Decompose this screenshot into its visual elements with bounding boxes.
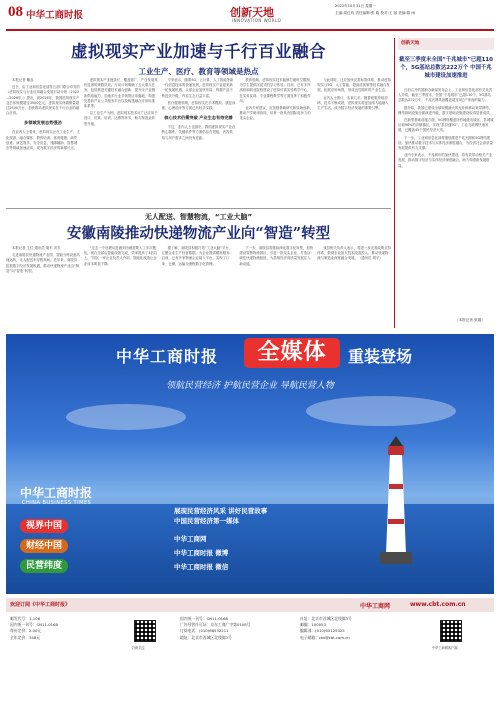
anhui-kicker: 无人配送、智慧物流，“工业大脑”: [144, 213, 253, 221]
anhui-column-3: [162, 246, 236, 322]
column-name: 创新天地: [230, 6, 274, 19]
footer-line: 订阅电话：(010)66532211: [180, 628, 229, 634]
right-column-headline: 截至三季度末全国“千兆城市”已超110个，5G基站总数达222万个 中国千兆城市建设加速推进: [399, 57, 493, 79]
paper-name: 中华工商时报: [26, 10, 84, 21]
anhui-paragraph: 该县相关负责人表示，将进一步完善政策支持体系，鼓励企业加大技术改造投入，推动快递物流与制造业深度融合发展。（通讯员 胡平）: [317, 246, 391, 261]
editor-info: 主编:周红玫 责任编辑:张 璇 校对:王 丽 美编:陈 雨: [335, 11, 415, 15]
page-number: 08: [8, 4, 23, 20]
footer-line: 国内统一刊号：CN11-0168: [180, 616, 228, 621]
footer-line: 编辑部：(010)65125425: [300, 628, 345, 634]
ad-channel-name: 中华工商时报 微信: [174, 563, 229, 571]
ad-channel-pill: 财经中国: [20, 539, 68, 553]
lead-paragraph: 教育领域，虚拟现实技术能够打破时空限制，为学生提供沉浸式的学习体验。目前，已有多所高校和职业院校建设了虚拟仿真实验教学中心，在实验实训、专业课程教学等方面发挥了积极作用。: [239, 78, 314, 103]
lead-column-3: [162, 78, 236, 206]
anhui-headline: 安徽南陵推动快递物流产业向“智造”转型: [66, 225, 331, 242]
anhui-paragraph: “过去一个包裹从进港到出港需要人工多次搬运，现在全部由智能设备完成，效率提高了3倍以上。”园区一家企业负责人介绍，智能化改造让企业成本明显下降。: [83, 246, 158, 266]
lead-paragraph: 与此同时，还应加快完善标准体系，推动虚拟现实与5G、人工智能、超高清视频等技术融合发展，拓展应用场景，形成良性循环的产业生态。: [317, 78, 391, 93]
lead-column-5: [317, 78, 391, 206]
anhui-paragraph: 下一步，南陵县将继续深化数字化转型，加快建设智慧物流园区，引进一批龙头企业，打造区域性快递物流枢纽，为县域经济高质量发展注入新动能。: [239, 246, 314, 266]
article-divider: [6, 208, 391, 209]
lead-article-body: [6, 78, 391, 206]
lighthouse-icon: [376, 424, 416, 564]
qr-code-icon: [440, 620, 462, 642]
footer-subscribe-label: 欢迎订阅《中华工商时报》: [10, 602, 71, 608]
anhui-column-2: [84, 246, 158, 322]
lead-column-4: [239, 78, 313, 206]
ad-tagline: 展现民营经济风采 讲好民营故事: [174, 507, 268, 515]
lead-paragraph: 虚拟现实产业链条长、覆盖面广，产业发展具有显著的乘数效应。行动计划明确了五大重点任务，包括推进关键技术融合创新、提升全产业链条供给能力、加速多行业多场景应用落地、构建完善的产业公共服务平台以及构建融合应用标准体系等。: [83, 78, 158, 109]
footer-line: 社址：北京市西城区北线阁3号: [300, 616, 352, 621]
promo-advertisement: [6, 334, 494, 594]
lead-section-subhead: 多领域发展态势强劲: [24, 120, 62, 126]
right-column-paragraph: 据介绍，我国已建成全球规模最大的光纤和移动宽带网络，网络基础设施全面演进升级，数字基础设施建设取得显著成效。: [398, 105, 493, 115]
qr-code-icon: [134, 620, 156, 642]
footer-site-url[interactable]: www.cbt.com.cn: [410, 601, 466, 608]
qr-caption: 中华工商网客户端: [432, 646, 458, 650]
ad-channel-pill: 民营纬度: [20, 559, 68, 573]
ad-channel-name: 中华工商时报 微博: [174, 549, 229, 557]
anhui-column-1: [6, 246, 80, 322]
ad-tagline: 中国民营经济第一媒体: [174, 517, 239, 525]
footer-site-name: 中华工商网: [360, 603, 391, 610]
cloud-shape: [306, 396, 456, 426]
footer-info-block: [180, 616, 250, 641]
footer-line: 邮发代号：1-106: [10, 616, 41, 621]
ad-headline-left: 中华工商时报: [116, 347, 219, 366]
lead-paragraph: 专家表示，随着5G、云计算、人工智能等新一代信息技术的快速发展，虚拟现实产业迎来新一轮发展机遇。头部企业加快布局，终端产品不断迭代升级，内容生态日益丰富。: [161, 78, 234, 98]
lead-paragraph: 业内专家建议，应加强基础研究和原始创新，推动产学研用协同，培育一批具有国际竞争力的龙头企业。: [239, 106, 314, 121]
lead-subheadline: 工业生产、医疗、教育等领域是热点: [138, 67, 259, 76]
anhui-article-body: [6, 246, 391, 322]
lead-paragraph: 医疗健康领域，虚拟现实在手术模拟、康复训练、心理治疗等方面已有较多实践。: [161, 100, 236, 111]
footer-line: 国内统一刊号：CN11-0168: [10, 622, 58, 628]
lead-paragraph: 在业内人士看来，虚拟现实正在工业生产、文化旅游、融合媒体、教育培训、体育健康、商贸创意、演艺娱乐、安全应急、残障辅助、智慧城市等领域加速应用，成为数字经济的新增长点。: [6, 130, 80, 151]
right-column-author: （本报记者 张璇）: [455, 318, 485, 322]
issue-date: 2022年10月31日 星期一: [335, 4, 376, 8]
ad-headline-right: 重装登场: [348, 347, 413, 366]
right-column-body: [398, 88, 494, 320]
column-name-en: INNOVATION WORLD: [232, 18, 282, 23]
right-column-paragraph: 下一步，工业和信息化部将继续推进千兆光网和5G网络建设，加快推动数字技术与实体经济深度融合，为经济社会高质量发展提供有力支撑。: [398, 135, 493, 151]
footer-info-block: [300, 616, 352, 641]
right-column-name: 创新天地: [401, 41, 420, 46]
lead-section-subhead: 核心技术仍需突破 产业生态有待完善: [164, 115, 233, 121]
right-column-paragraph: 业内专家表示，千兆城市的加快建设，将有效带动相关产业发展，推动数字经济与实体经济深度融合，助力构建新发展格局。: [398, 153, 493, 168]
ad-sea-background: [6, 504, 494, 594]
ad-slogan: 领航民营经济 护航民营企业 导航民营人物: [166, 381, 334, 391]
footer-line: 电子邮箱：cbt@cbt.com.cn: [300, 634, 350, 640]
lead-column-1: [6, 78, 80, 206]
anhui-paragraph: 本报记者 王红 通讯员 胡平 刘芳: [12, 246, 61, 250]
lead-paragraph: 业内人士预计，未来几年，随着政策持续加码、技术不断成熟，虚拟现实将更加深入地融入生产生活，成为数字经济发展的重要引擎。: [317, 95, 389, 111]
column-divider: [394, 38, 395, 328]
anhui-column-4: [239, 246, 313, 322]
lead-paragraph: 不过，业内人士也指出，我国虚拟现实产业在核心器件、关键软件等方面仍存在短板，内容供给与用户需求之间仍有差距。: [161, 125, 236, 140]
footer-line: 邮编：100053: [300, 622, 326, 628]
masthead: [0, 0, 500, 30]
footer-line: 每份定价：2.00元: [10, 628, 42, 634]
ad-channel-pill: 视界中国: [20, 519, 68, 533]
ad-logo-en: CHINA BUSINESS TIMES: [22, 500, 92, 506]
lead-paragraph: 本报记者 戴蕊: [12, 78, 34, 82]
right-column-paragraph: 在新型基础设施方面，5G网络覆盖所有地级市城区、县城城区和96%的乡镇镇区，实现“县县通5G”。工业互联网快速发展，已覆盖45个国民经济大类。: [398, 118, 494, 133]
lead-paragraph: 近日，由工业和信息化部等五部门联合印发的《虚拟现实与行业应用融合发展行动计划（2022—2026年）》提出，到2026年，我国虚拟现实产业总体规模超过3500亿元，虚拟现实终端销量超过2500万台，加快推动虚拟现实在千行百业的融合应用。: [6, 85, 80, 116]
lead-headline: 虚拟现实产业加速与千行百业融合: [71, 42, 326, 61]
anhui-paragraph: 据了解，南陵县积极打造“工业大脑”平台，汇聚企业生产经营数据，为企业提供精准服务。目前，已有多家物流企业接入平台，实现了订单、仓储、运输全流程数字化管理。: [161, 246, 233, 266]
masthead-rule: [6, 29, 494, 31]
ad-badge: 全媒体: [244, 338, 340, 368]
cloud-shape: [66, 404, 186, 430]
lead-paragraph: 以工业生产为例，虚拟现实技术可广泛应用于设计、仿真、培训、运维等环节，助力制造业转型升级。: [83, 111, 158, 126]
footer-line: 全年定价：348元: [10, 634, 41, 640]
footer-line: 广告经营许可证：京东工商广字第0108号: [180, 622, 251, 628]
ad-channel-name: 中华工商网: [174, 535, 207, 543]
lead-column-2: [84, 78, 158, 206]
right-column-paragraph: 日前召开的国新办新闻发布会上，工业和信息化部有关负责人介绍，截至三季度末，全国“千兆城市”已超110个，5G基站总数达222万个，千兆光网具备覆盖超过5亿户家庭的能力。: [398, 88, 493, 103]
ad-logo: 中华工商时报: [20, 486, 93, 500]
footer-line: 地址：北京市西城区北线阁3号: [180, 634, 232, 640]
anhui-column-5: [317, 246, 391, 322]
qr-caption: 扫码关注: [132, 646, 145, 650]
anhui-paragraph: 走进南陵县快递物流产业园，智能分拣设备高速运转，无人配送车穿梭其间。近年来，南陵县抢抓数字经济发展机遇，推动快递物流产业由“制造”向“智造”转型。: [6, 253, 80, 273]
footer-info-block: [10, 616, 58, 641]
